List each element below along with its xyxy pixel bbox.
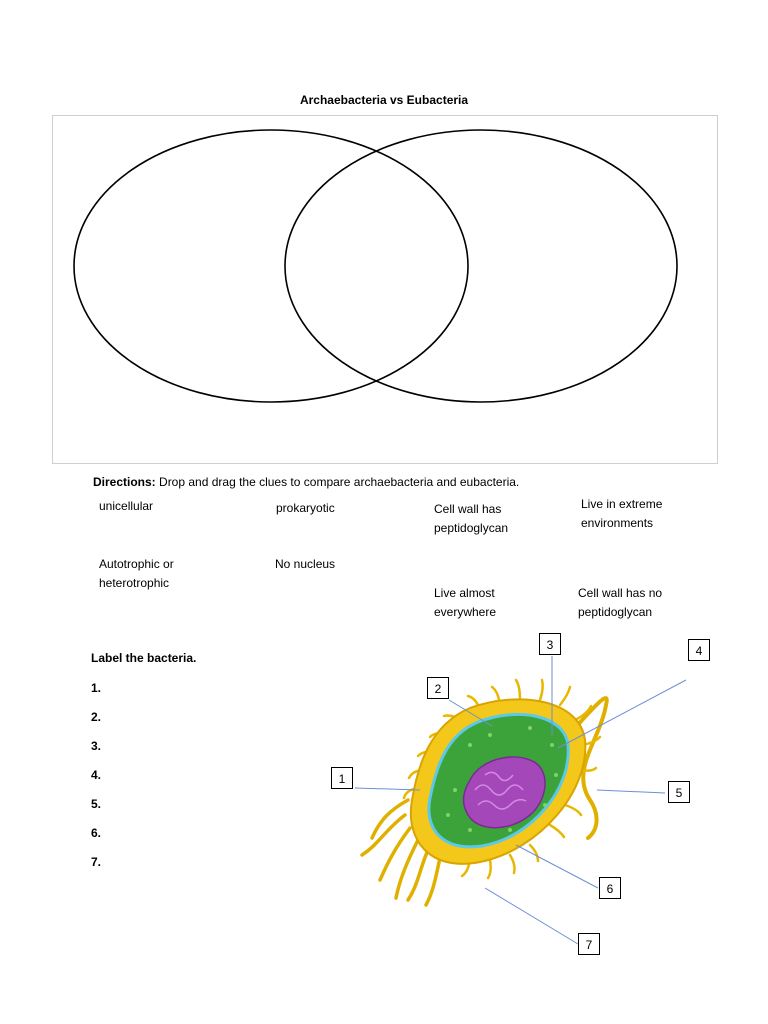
- label-box-4[interactable]: 4: [688, 639, 710, 661]
- clue-card[interactable]: Live in extreme environments: [581, 497, 663, 530]
- label-box-5[interactable]: 5: [668, 781, 690, 803]
- directions-label: Directions:: [93, 475, 156, 489]
- directions-body: Drop and drag the clues to compare archaebacteria and eubacteria.: [155, 475, 520, 489]
- answer-number: 5.: [91, 797, 102, 811]
- label-box-2[interactable]: 2: [427, 677, 449, 699]
- answer-number: 1.: [91, 681, 102, 695]
- answer-number: 7.: [91, 855, 102, 869]
- page-title: Archaebacteria vs Eubacteria: [299, 93, 469, 107]
- label-box-6[interactable]: 6: [599, 877, 621, 899]
- clue-card[interactable]: Live almost everywhere: [434, 586, 497, 619]
- clue-card[interactable]: Cell wall has peptidoglycan: [434, 502, 509, 535]
- clue-card[interactable]: Cell wall has no peptidoglycan: [578, 586, 663, 619]
- label-box-1[interactable]: 1: [331, 767, 353, 789]
- clue-card[interactable]: unicellular: [99, 499, 154, 513]
- label-box-3[interactable]: 3: [539, 633, 561, 655]
- label-box-7[interactable]: 7: [578, 933, 600, 955]
- label-section-title: Label the bacteria.: [91, 651, 197, 665]
- clue-card[interactable]: No nucleus: [275, 557, 336, 571]
- clue-card[interactable]: prokaryotic: [276, 501, 335, 515]
- answer-number: 4.: [91, 768, 102, 782]
- answer-number: 2.: [91, 710, 102, 724]
- answer-number: 3.: [91, 739, 102, 753]
- answer-number: 6.: [91, 826, 102, 840]
- clue-card[interactable]: Autotrophic or heterotrophic: [99, 557, 174, 590]
